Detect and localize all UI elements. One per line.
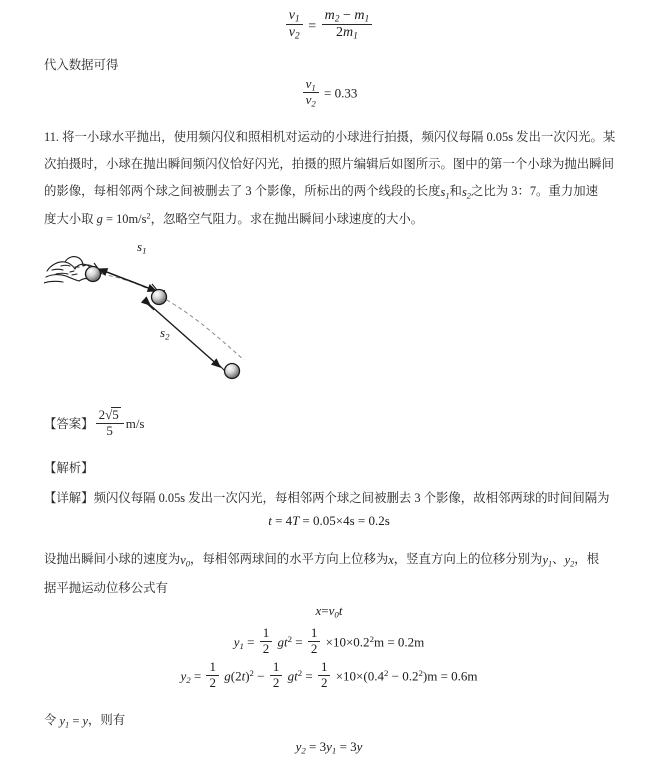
final-relation-formula (0, 738, 658, 756)
analysis-tag: 【解析】 (44, 461, 94, 475)
question-text-3b: 和 (449, 184, 462, 198)
equals-sign: = (72, 714, 80, 729)
answer-tag: 【答案】 (44, 416, 94, 431)
answer-block (44, 409, 622, 441)
y1-assign-symbol: $y_1$ (59, 714, 70, 730)
detail-text-2e: ，根 (574, 552, 600, 566)
x-symbol: x (388, 553, 394, 568)
answer-value: $\frac{2√5}{5}$ m/s (94, 409, 145, 441)
velocity-ratio-expression: $\frac{v_1}{v_2}$ = $\frac{m_2 - m_1}{2m_1}$ (284, 10, 375, 43)
y2-symbol: $y_2$ (564, 553, 575, 569)
detail-text-4b: ，则有 (87, 713, 126, 727)
detail-text-2c: ，竖直方向上的位移分别为 (393, 552, 543, 566)
velocity-ratio-result (0, 76, 658, 110)
question-block (44, 124, 622, 233)
ball-1 (86, 267, 101, 282)
detail-text-2d: 、 (552, 552, 565, 566)
velocity-ratio-result-expression: $\frac{v_1}{v_2}$ = 0.33 (301, 79, 358, 110)
question-text-4b: ，忽略空气阻力。求在抛出瞬间小球速度的大小。 (150, 211, 424, 226)
horizontal-displacement-formula (0, 602, 658, 620)
y1-expression: $y_1$ = $\frac{1}{2}$ $gt^2$ = $\frac{1}{2}$ $\times 10\times 0.2^2m = 0.2m$ (233, 625, 425, 656)
detail-paragraph-2 (44, 545, 622, 602)
question-line-1 (44, 124, 622, 151)
detail-text-2b: ，每相邻两球间的水平方向上位移为 (190, 552, 389, 566)
detail-line-3: 据平抛运动位移公式有 (44, 581, 168, 596)
s2-figure-label: $s_2$ (160, 325, 170, 342)
detail-line-2 (44, 545, 622, 574)
y1-symbol: $y_1$ (542, 553, 553, 569)
y-symbol: y (82, 714, 88, 729)
detail-text-4a: 令 (44, 713, 57, 727)
ratio-value: 0.33 (334, 85, 358, 101)
time-interval-formula (0, 512, 658, 530)
question-text-3c: 之比为 3：7。重力加速 (470, 184, 598, 198)
question-text-1: 将一小球水平抛出，使用频闪仪和照相机对运动的小球进行拍摄，频闪仪每隔 0.05s 发出一次闪光。某 (62, 130, 616, 144)
time-interval-expression: t = 4T = 0.05×4s = 0.2s (268, 513, 390, 529)
question-number: 11. (44, 130, 60, 144)
y1-formula (0, 625, 658, 659)
detail-text-1: 频闪仪每隔 0.05s 发出一次闪光，每相邻两个球之间被删去 3 个影像，故相邻两球的时间间隔为 (93, 491, 610, 505)
detail-line-1 (44, 485, 622, 511)
gravity-value: $g = 10m/s^2$ (96, 210, 151, 227)
question-line-2: 次拍摄时，小球在抛出瞬间频闪仪恰好闪光，拍摄的照片编辑后如图所示。图中的第一个小球为抛出瞬间 (44, 157, 614, 171)
y2-formula (0, 659, 658, 693)
ball-3 (225, 364, 240, 379)
projectile-figure (44, 239, 304, 388)
question-text-3a: 的影像，每相邻两个球之间被删去了 3 个影像，所标出的两个线段的长度 (44, 184, 441, 198)
s2-measure-arrow (143, 300, 228, 374)
detail-text-2a: 设抛出瞬间小球的速度为 (44, 552, 181, 566)
final-relation-expression: $y_2 = 3y_1 = 3y$ (295, 739, 363, 756)
projectile-figure-svg (44, 243, 304, 388)
substitute-data-line: 代入数据可得 (44, 58, 119, 72)
horizontal-displacement-expression: $x=v_0t$ (315, 603, 343, 620)
ball-2 (152, 290, 167, 305)
question-text-4a: 度大小取 (44, 211, 94, 226)
trajectory-dashed-path (95, 273, 244, 360)
detail-tag: 【详解】 (44, 491, 94, 505)
y2-expression: $y_2$ = $\frac{1}{2}$ $g(2t)^2$ − $\frac{1}{2}$ $gt^2$ = $\frac{1}{2}$ $\times 10\times(0.4^2 - 0.2^2)m = 0.6m$ (180, 659, 478, 690)
s1-figure-label: $s_1$ (137, 239, 147, 256)
question-line-4 (44, 206, 622, 234)
v0-symbol: $v_0$ (180, 553, 191, 569)
s2-inline-symbol: $s_2$ (461, 184, 471, 201)
detail-line-4 (44, 707, 622, 734)
s1-inline-symbol: $s_1$ (440, 184, 450, 201)
question-line-3 (44, 178, 622, 206)
velocity-ratio-formula (0, 7, 658, 43)
